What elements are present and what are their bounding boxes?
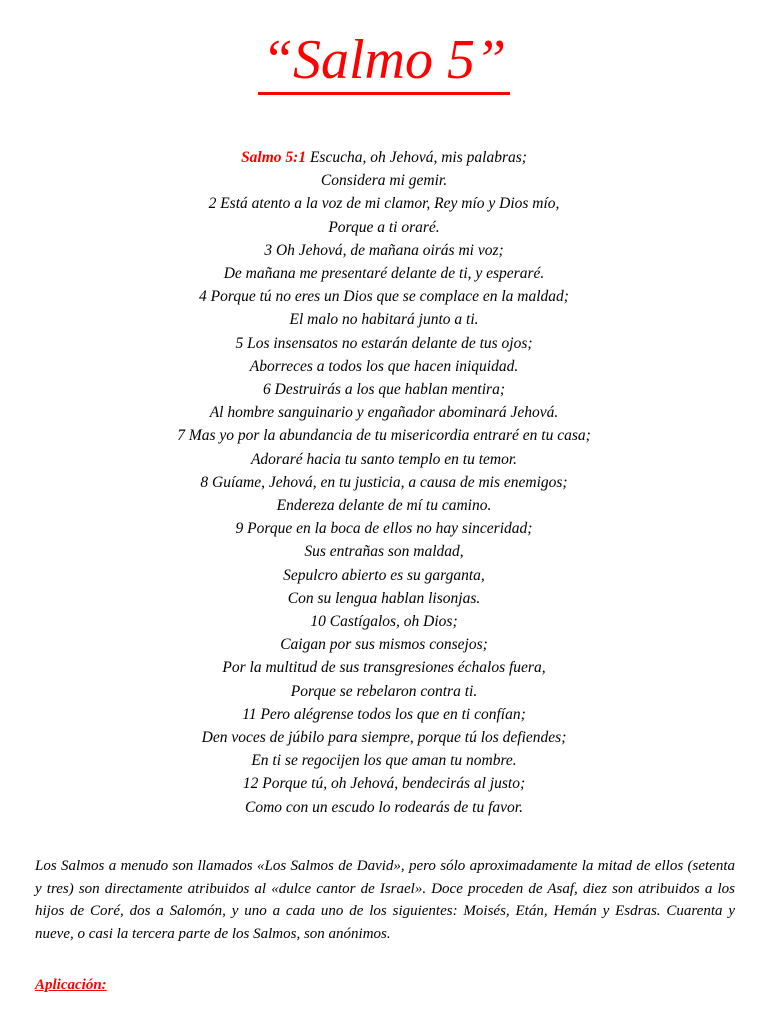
psalm-verse-line: Den voces de júbilo para siempre, porque tú los defiendes; (201, 729, 567, 747)
psalm-verse-line: 4 Porque tú no eres un Dios que se complace en la maldad; (199, 288, 569, 306)
psalm-verse-line: En ti se regocijen los que aman tu nombre. (251, 752, 517, 770)
psalm-verse-line: Sepulcro abierto es su garganta, (283, 566, 485, 584)
psalm-verse-line: Considera mi gemir. (320, 172, 448, 190)
psalm-verse-line: Porque se rebelaron contra ti. (290, 682, 478, 700)
psalm-verse-line: Con su lengua hablan lisonjas. (287, 589, 481, 607)
psalm-verse-line: 7 Mas yo por la abundancia de tu misericordia entraré en tu casa; (177, 427, 591, 445)
psalm-verse-line: Adoraré hacia tu santo templo en tu temor. (250, 450, 518, 468)
psalm-verse-line: 12 Porque tú, oh Jehová, bendecirás al justo; (242, 775, 526, 793)
page-title: “Salmo 5” (258, 30, 510, 95)
commentary-paragraph: Los Salmos a menudo son llamados «Los Salmos de David», pero sólo aproximadamente la mitad de ellos (setenta y tres) son directamente atribuidos al «dulce cantor de Israel». Doce proceden de Asaf, diez son atribuidos a los hijos de Coré, dos a Salomón, y uno a cada uno de los siguientes: Moisés, Etán, Hemán y Esdras. Cuarenta y nueve, o casi la tercera parte de los Salmos, son anónimos. (35, 858, 735, 942)
psalm-verse-line-first (0, 146, 768, 169)
psalm-verse-line: 8 Guíame, Jehová, en tu justicia, a causa de mis enemigos; (200, 473, 568, 491)
psalm-verse-line: Por la multitud de sus transgresiones échalos fuera, (222, 659, 546, 677)
title-container (0, 30, 768, 95)
psalm-verse-line: 6 Destruirás a los que hablan mentira; (263, 381, 505, 399)
psalm-text (0, 146, 768, 819)
psalm-verse-line: Como con un escudo lo rodearás de tu favor. (245, 798, 523, 816)
psalm-verse-line: 2 Está atento a la voz de mi clamor, Rey mío y Dios mío, (208, 195, 560, 213)
psalm-verse-line: 11 Pero alégrense todos los que en ti confían; (242, 705, 526, 723)
psalm-verse-line: Sus entrañas son maldad, (304, 543, 464, 561)
psalm-verse-line: 5 Los insensatos no estarán delante de tus ojos; (235, 334, 533, 352)
psalm-verse-line: Porque a ti oraré. (328, 218, 440, 236)
psalm-verse-line: Caigan por sus mismos consejos; (280, 636, 488, 654)
psalm-verse-line: De mañana me presentaré delante de ti, y esperaré. (223, 265, 545, 283)
verse-text: Escucha, oh Jehová, mis palabras; (306, 149, 527, 166)
psalm-verse-line: Endereza delante de mí tu camino. (276, 497, 492, 515)
psalm-verse-line: Aborreces a todos los que hacen iniquidad. (249, 357, 519, 375)
application-heading: Aplicación: (35, 977, 107, 993)
psalm-verse-line: El malo no habitará junto a ti. (289, 311, 479, 329)
psalm-verse-line: 9 Porque en la boca de ellos no hay sinceridad; (235, 520, 533, 538)
psalm-verse-line: 3 Oh Jehová, de mañana oirás mi voz; (264, 241, 504, 259)
psalm-verse-line: Al hombre sanguinario y engañador abominará Jehová. (209, 404, 559, 422)
verse-reference: Salmo 5:1 (241, 149, 307, 166)
psalm-verse-line: 10 Castígalos, oh Dios; (310, 613, 458, 631)
